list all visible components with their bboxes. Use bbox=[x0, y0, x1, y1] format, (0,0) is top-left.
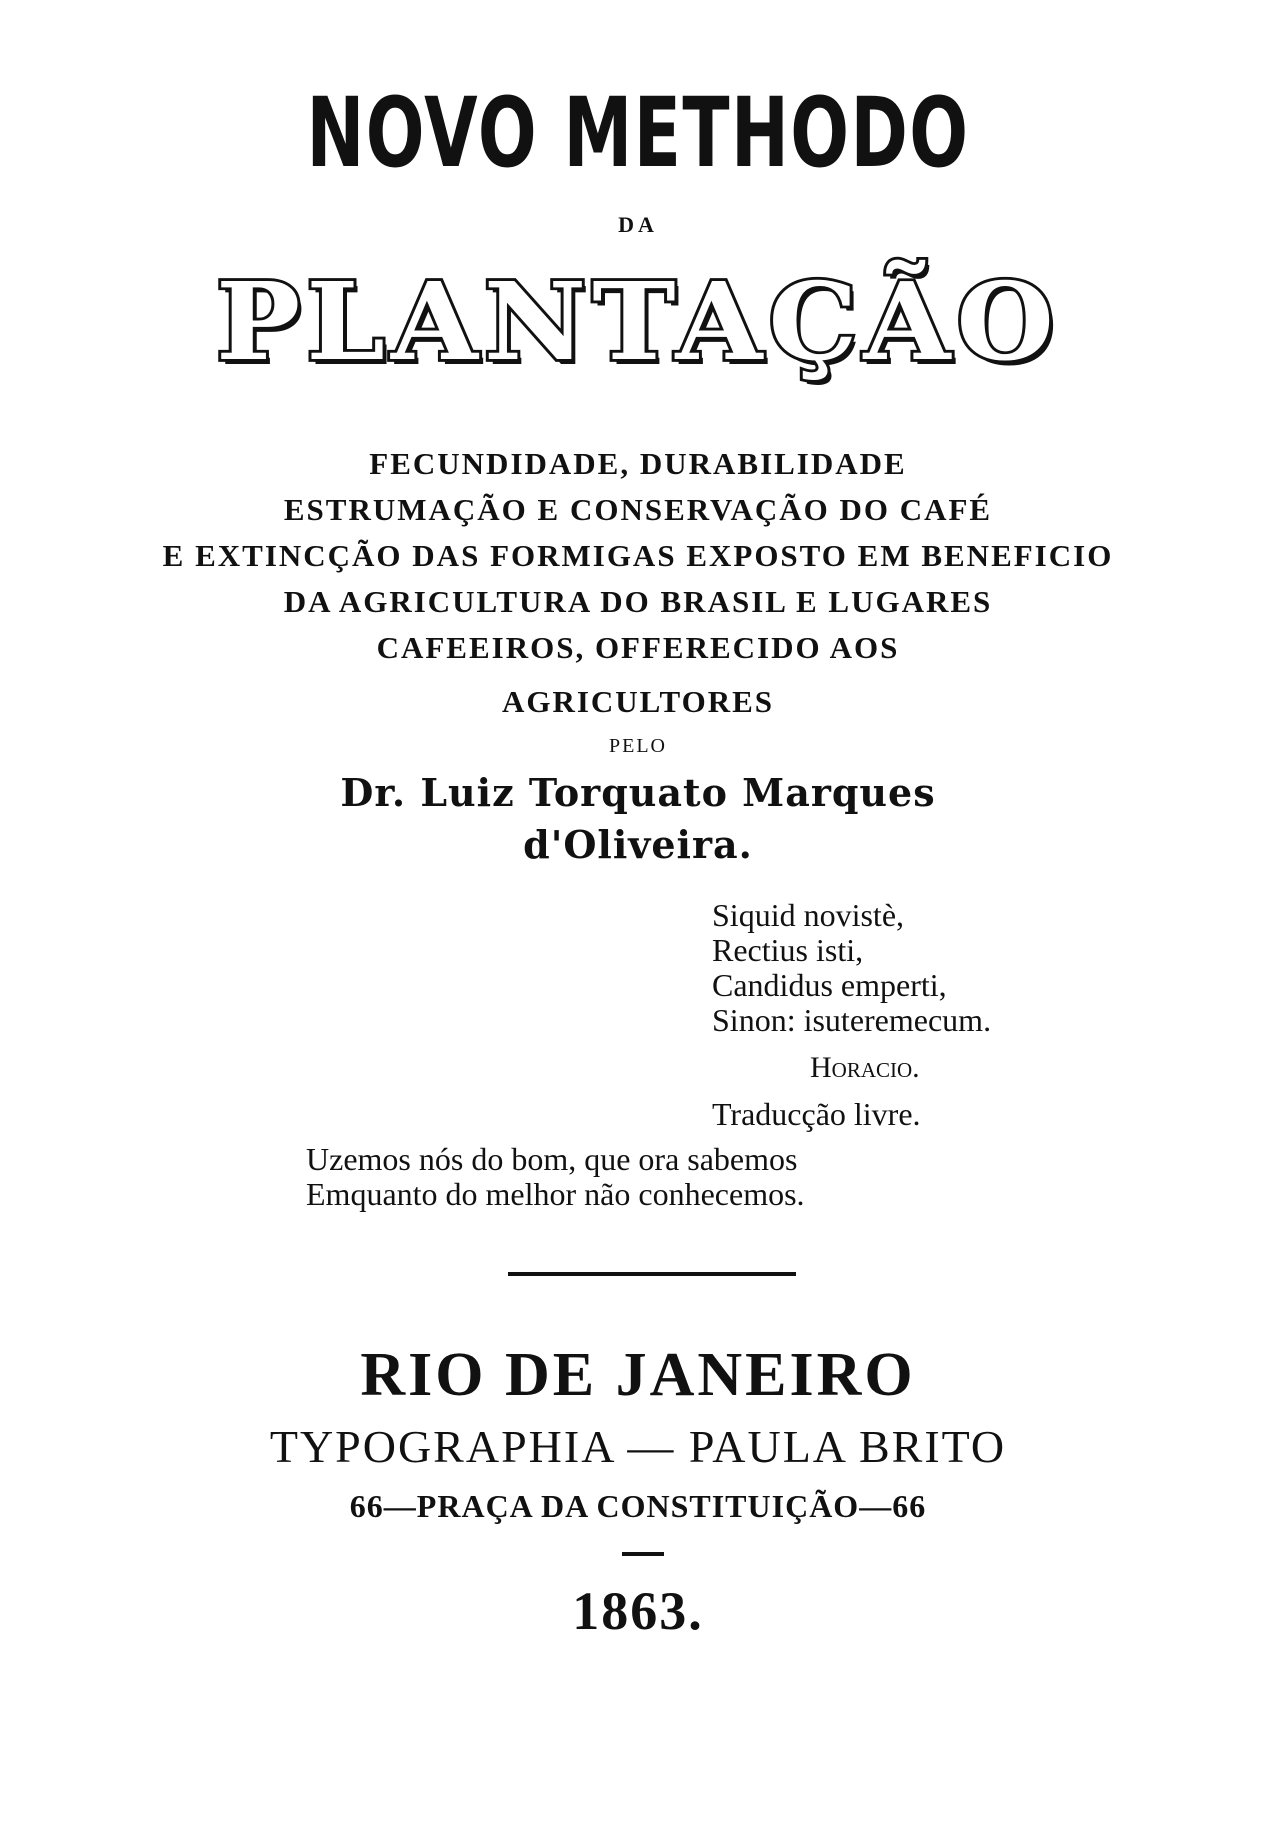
author-name: Dr. Luiz Torquato Marques bbox=[340, 770, 936, 815]
epigraph-latin-line: Candidus emperti, bbox=[712, 967, 947, 1003]
translation-line: Uzemos nós do bom, que ora sabemos bbox=[306, 1141, 798, 1177]
translation-label: Traducção livre. bbox=[712, 1096, 921, 1132]
subtitle-line: AGRICULTORES bbox=[501, 684, 775, 719]
title-line-novo-methodo: NOVO METHODO bbox=[306, 77, 970, 189]
subtitle-line: DA AGRICULTURA DO BRASIL E LUGARES bbox=[283, 584, 993, 619]
author-surname: d'Oliveira. bbox=[523, 822, 753, 867]
imprint-city: RIO DE JANEIRO bbox=[360, 1341, 916, 1409]
subtitle-line: E EXTINCÇÃO DAS FORMIGAS EXPOSTO EM BENEFICIO bbox=[162, 538, 1114, 573]
imprint-address: 66—PRAÇA DA CONSTITUIÇÃO—66 bbox=[349, 1488, 927, 1524]
epigraph-attribution: Horacio. bbox=[810, 1051, 920, 1084]
translation-line: Emquanto do melhor não conhecemos. bbox=[306, 1176, 805, 1212]
by-label: PELO bbox=[609, 735, 667, 757]
subtitle-line: CAFEEIROS, OFFERECIDO AOS bbox=[376, 630, 900, 665]
imprint-printer: TYPOGRAPHIA — PAULA BRITO bbox=[269, 1421, 1007, 1472]
imprint-year: 1863. bbox=[572, 1581, 704, 1641]
subtitle-line: ESTRUMAÇÃO E CONSERVAÇÃO DO CAFÉ bbox=[283, 492, 993, 527]
epigraph-latin-line: Rectius isti, bbox=[712, 932, 864, 968]
subtitle-line: FECUNDIDADE, DURABILIDADE bbox=[369, 446, 907, 481]
title-line-da: DA bbox=[618, 212, 658, 237]
epigraph-latin-line: Siquid novistè, bbox=[712, 897, 905, 933]
divider-rule bbox=[508, 1272, 796, 1276]
short-divider-rule bbox=[622, 1552, 664, 1556]
epigraph-latin-line: Sinon: isuteremecum. bbox=[712, 1002, 992, 1038]
title-line-plantacao: PLANTAÇÃO bbox=[216, 260, 1060, 385]
